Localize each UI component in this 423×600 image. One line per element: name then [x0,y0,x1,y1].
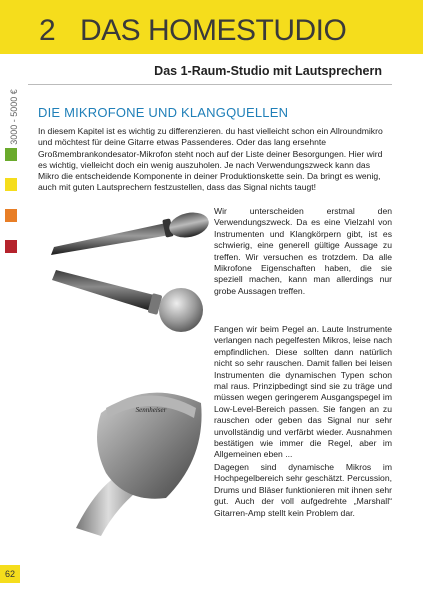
price-range-label: 3000 - 5000 € [9,89,19,145]
chapter-title: DAS HOMESTUDIO [80,14,347,47]
page-number: 62 [0,565,20,583]
level-marker-green [5,148,17,161]
mic-brand-logo: Sennheiser [135,406,167,414]
level-marker-orange [5,209,17,222]
column-paragraph-3: Dagegen sind dynamische Mikros im Hochpegelbereich sehr geschätzt. Percussion, Drums und Bläser funktionieren mit ihnen sehr gut. Auch der voll aufgedrehte „Marshall“ Gitarren-Amp stellt kein Problem dar. [214,462,392,518]
dynamic-microphone-image [46,205,211,265]
level-marker-red [5,240,17,253]
vintage-microphone-image [46,378,211,538]
chapter-number: 2 [39,14,56,47]
section-heading: DIE MIKROFONE UND KLANGQUELLEN [38,105,289,120]
subtitle-bar [28,62,392,85]
chapter-header-bar [0,0,423,54]
page-subtitle: Das 1-Raum-Studio mit Lautsprechern [154,64,382,78]
column-paragraph-2: Fangen wir beim Pegel an. Laute Instrumente verlangen nach pegelfesten Mikros, leise nach empfindlichen. Diese sollten dann natürlich nicht so sehr rauschen. Damit fallen bei leisen Instrumenten die dynamischen Typen schon mal raus. Prinzipbedingt sind sie zu träge und müssen wegen geringerem Ausgangspegel im Low-Level-Bereich passen. Sie fangen an zu rauschen oder geben das Signal nur sehr unvollständig und verfärbt wieder. Ausnahmen bestätigen wie immer die Regel, aber im Allgemeinen eben ... [214,324,392,460]
intro-paragraph: In diesem Kapitel ist es wichtig zu differenzieren. du hast vielleicht schon ein Allroundmikro und möchtest für deine Gitarre etwas Passenderes. Oder das lang ersehnte Großmembrankondesator-Mikrofon steht noch auf der Liste deiner Besorgungen. Hier wird es wichtig, vielleicht doch ein wenig auszuholen. Je nach Verwendungszweck kann das Mikro die entscheidende Komponente in deiner Produktionskette sein. Da bringt es wenig, auch mit guten Lautsprechern festzustellen, dass das Signal nichts taugt! [38,126,383,193]
ball-microphone-image [46,262,211,332]
level-marker-yellow [5,178,17,191]
column-paragraph-1: Wir unterscheiden erstmal den Verwendungszweck. Da es eine Vielzahl von Instrumenten und Klangkörpern gibt, ist es schwierig, eine generell gültige Aussage zu treffen. Wir versuchen es trotzdem. Da alle Mikrofone Eigenschaften haben, die sie speziell machen, kann man allerdings nur grobe Aussagen treffen. [214,206,392,296]
